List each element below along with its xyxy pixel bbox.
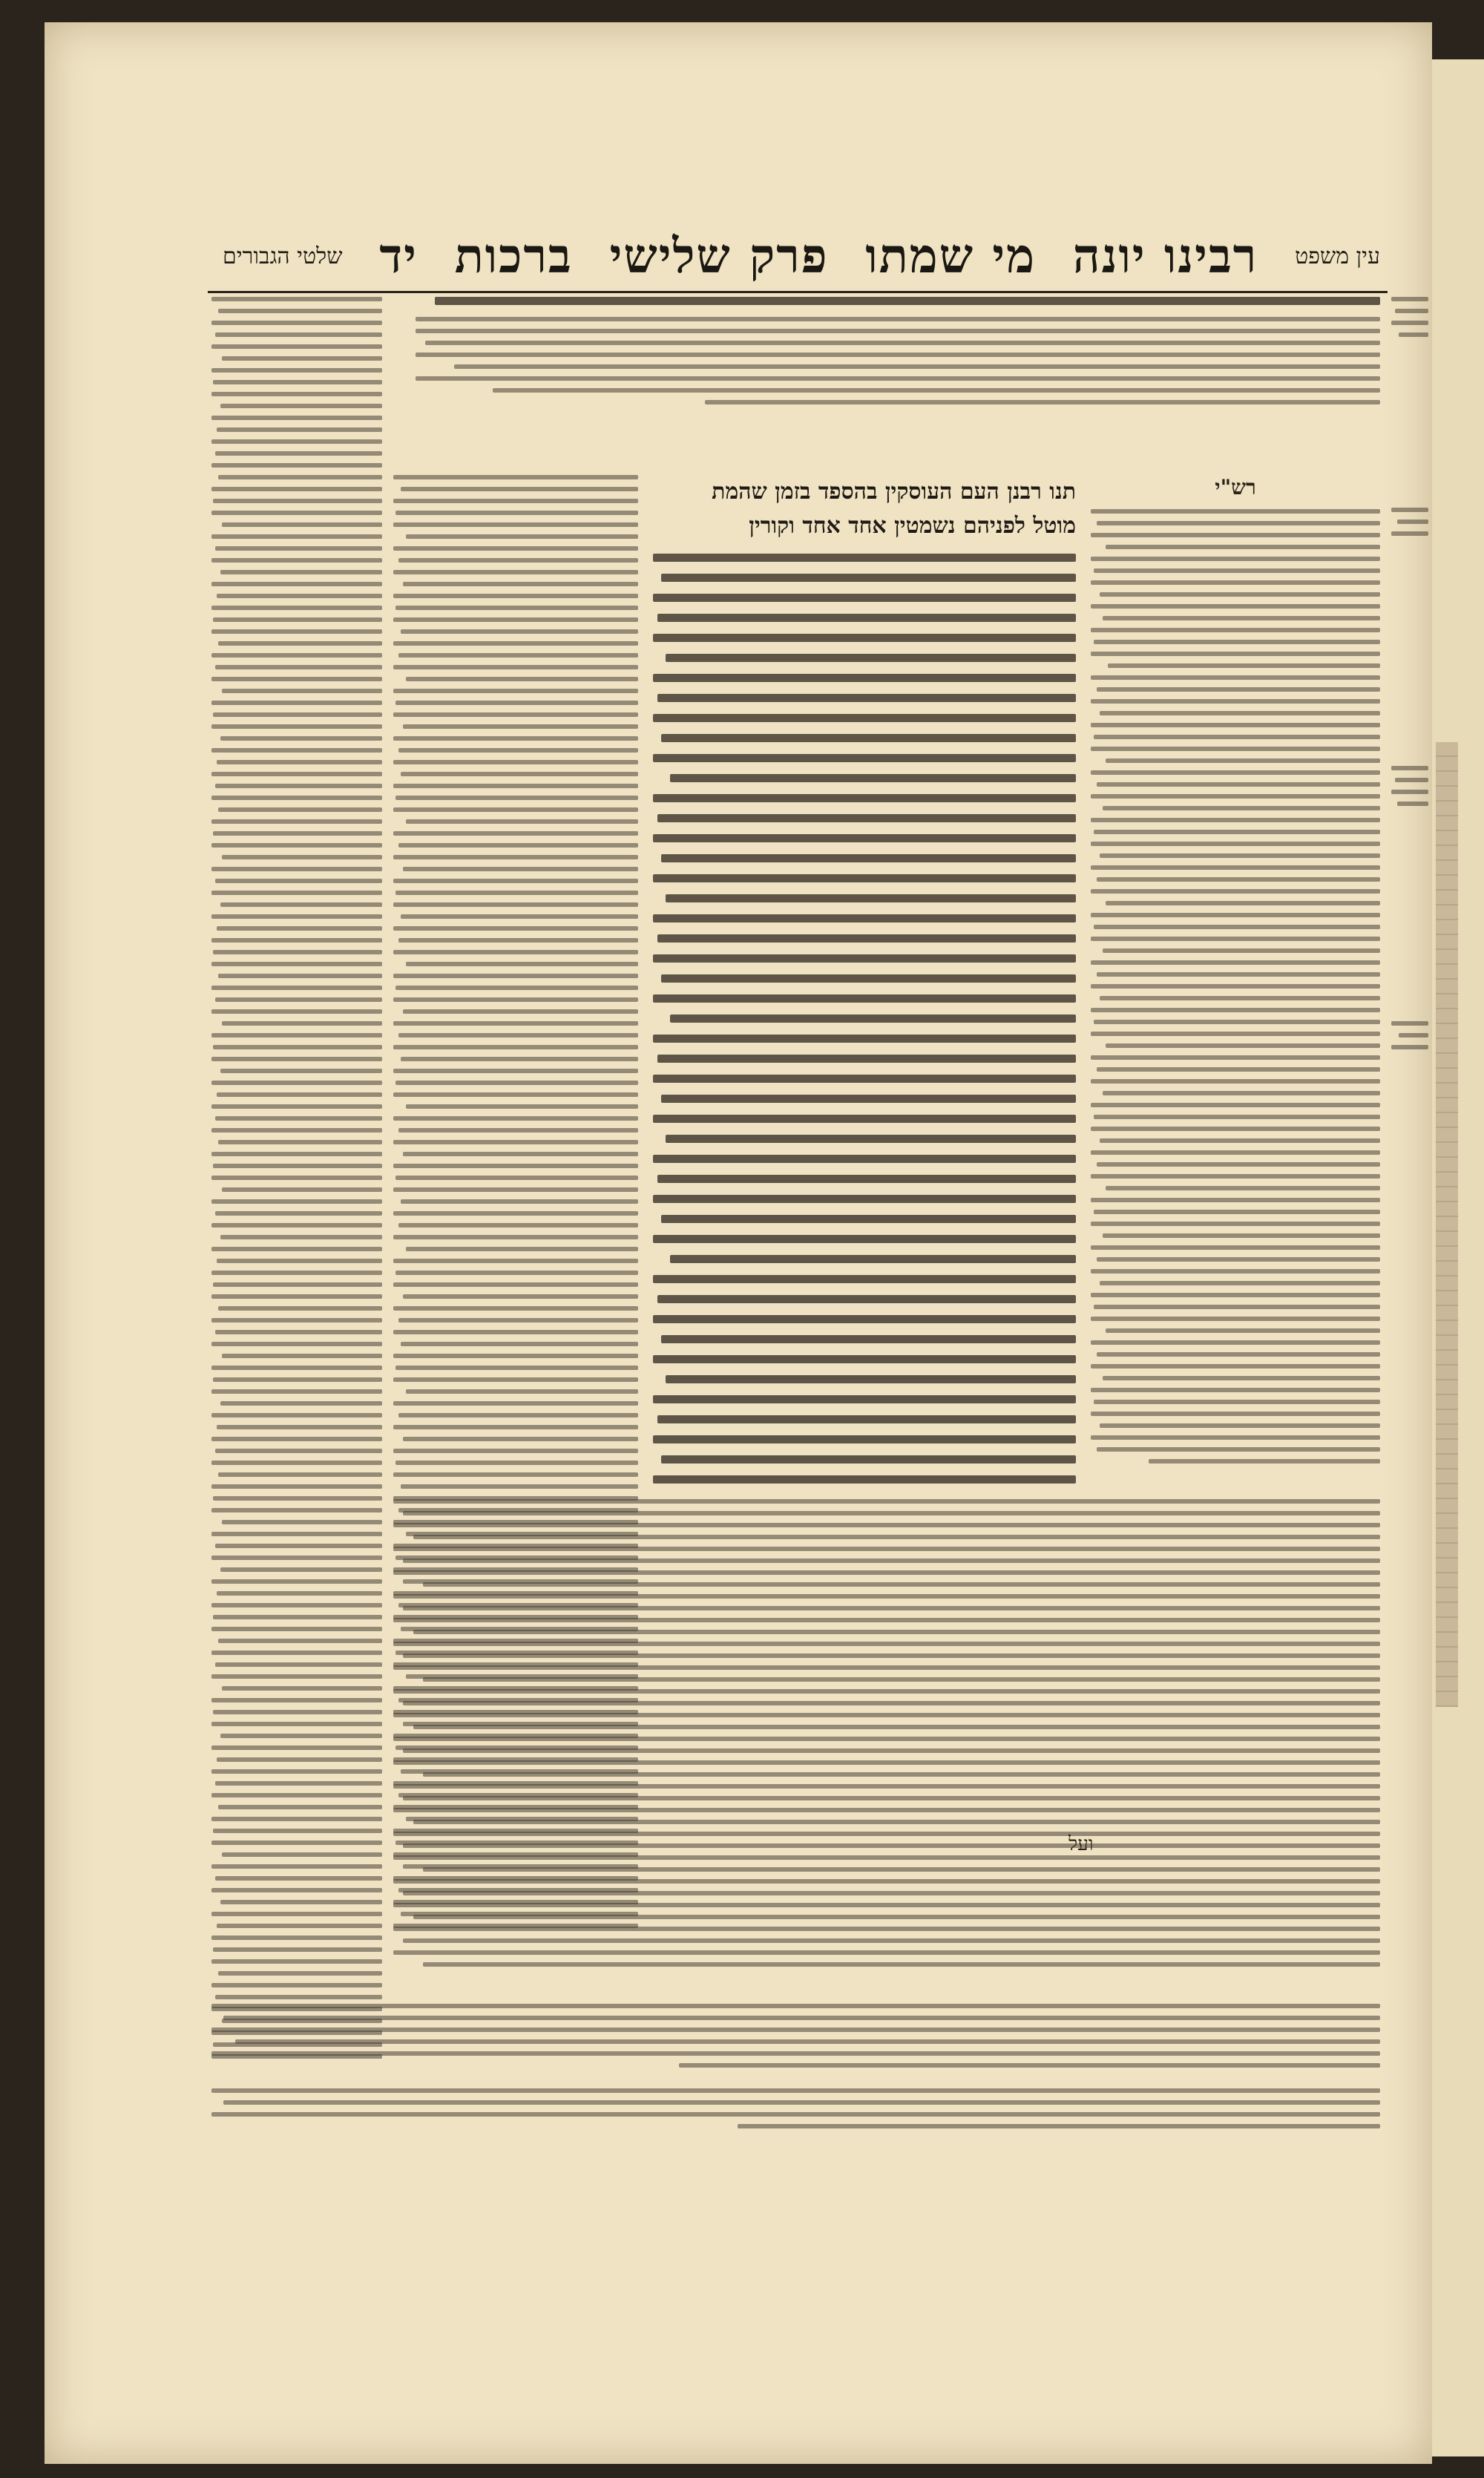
- chapter-number: פרק שלישי: [609, 228, 829, 284]
- running-header: [223, 223, 1380, 289]
- commentary-title: רבינו יונה: [1072, 228, 1258, 284]
- rashi-column: [1091, 475, 1380, 1499]
- main-text-column: [653, 475, 1076, 1484]
- outer-margin-column: [211, 297, 382, 2063]
- folio-number: יד: [379, 228, 418, 284]
- tractate-name: ברכות: [454, 228, 573, 284]
- top-commentary-block: [416, 297, 1380, 468]
- right-margin-notes: [1391, 297, 1428, 1410]
- opening-line-2: מוטל לפניהם נשמטין אחד אחד וקורין: [749, 513, 1076, 539]
- chapter-name: מי שמתו: [865, 228, 1037, 284]
- header-rule: [208, 291, 1388, 293]
- rashi-heading: רש"י: [1215, 475, 1256, 499]
- footnote-block: [211, 2004, 1380, 2182]
- lower-commentary-block: [393, 1499, 1380, 1974]
- page-edge-strip: [1436, 742, 1458, 1707]
- margin-title-left: שלטי הגבורים: [223, 243, 343, 269]
- margin-title-right: עין משפט: [1295, 243, 1380, 269]
- catchword: ועל: [1068, 1833, 1094, 1855]
- opening-line-1: תנו רבנן העם העוסקין בהספד בזמן שהמת: [712, 479, 1076, 505]
